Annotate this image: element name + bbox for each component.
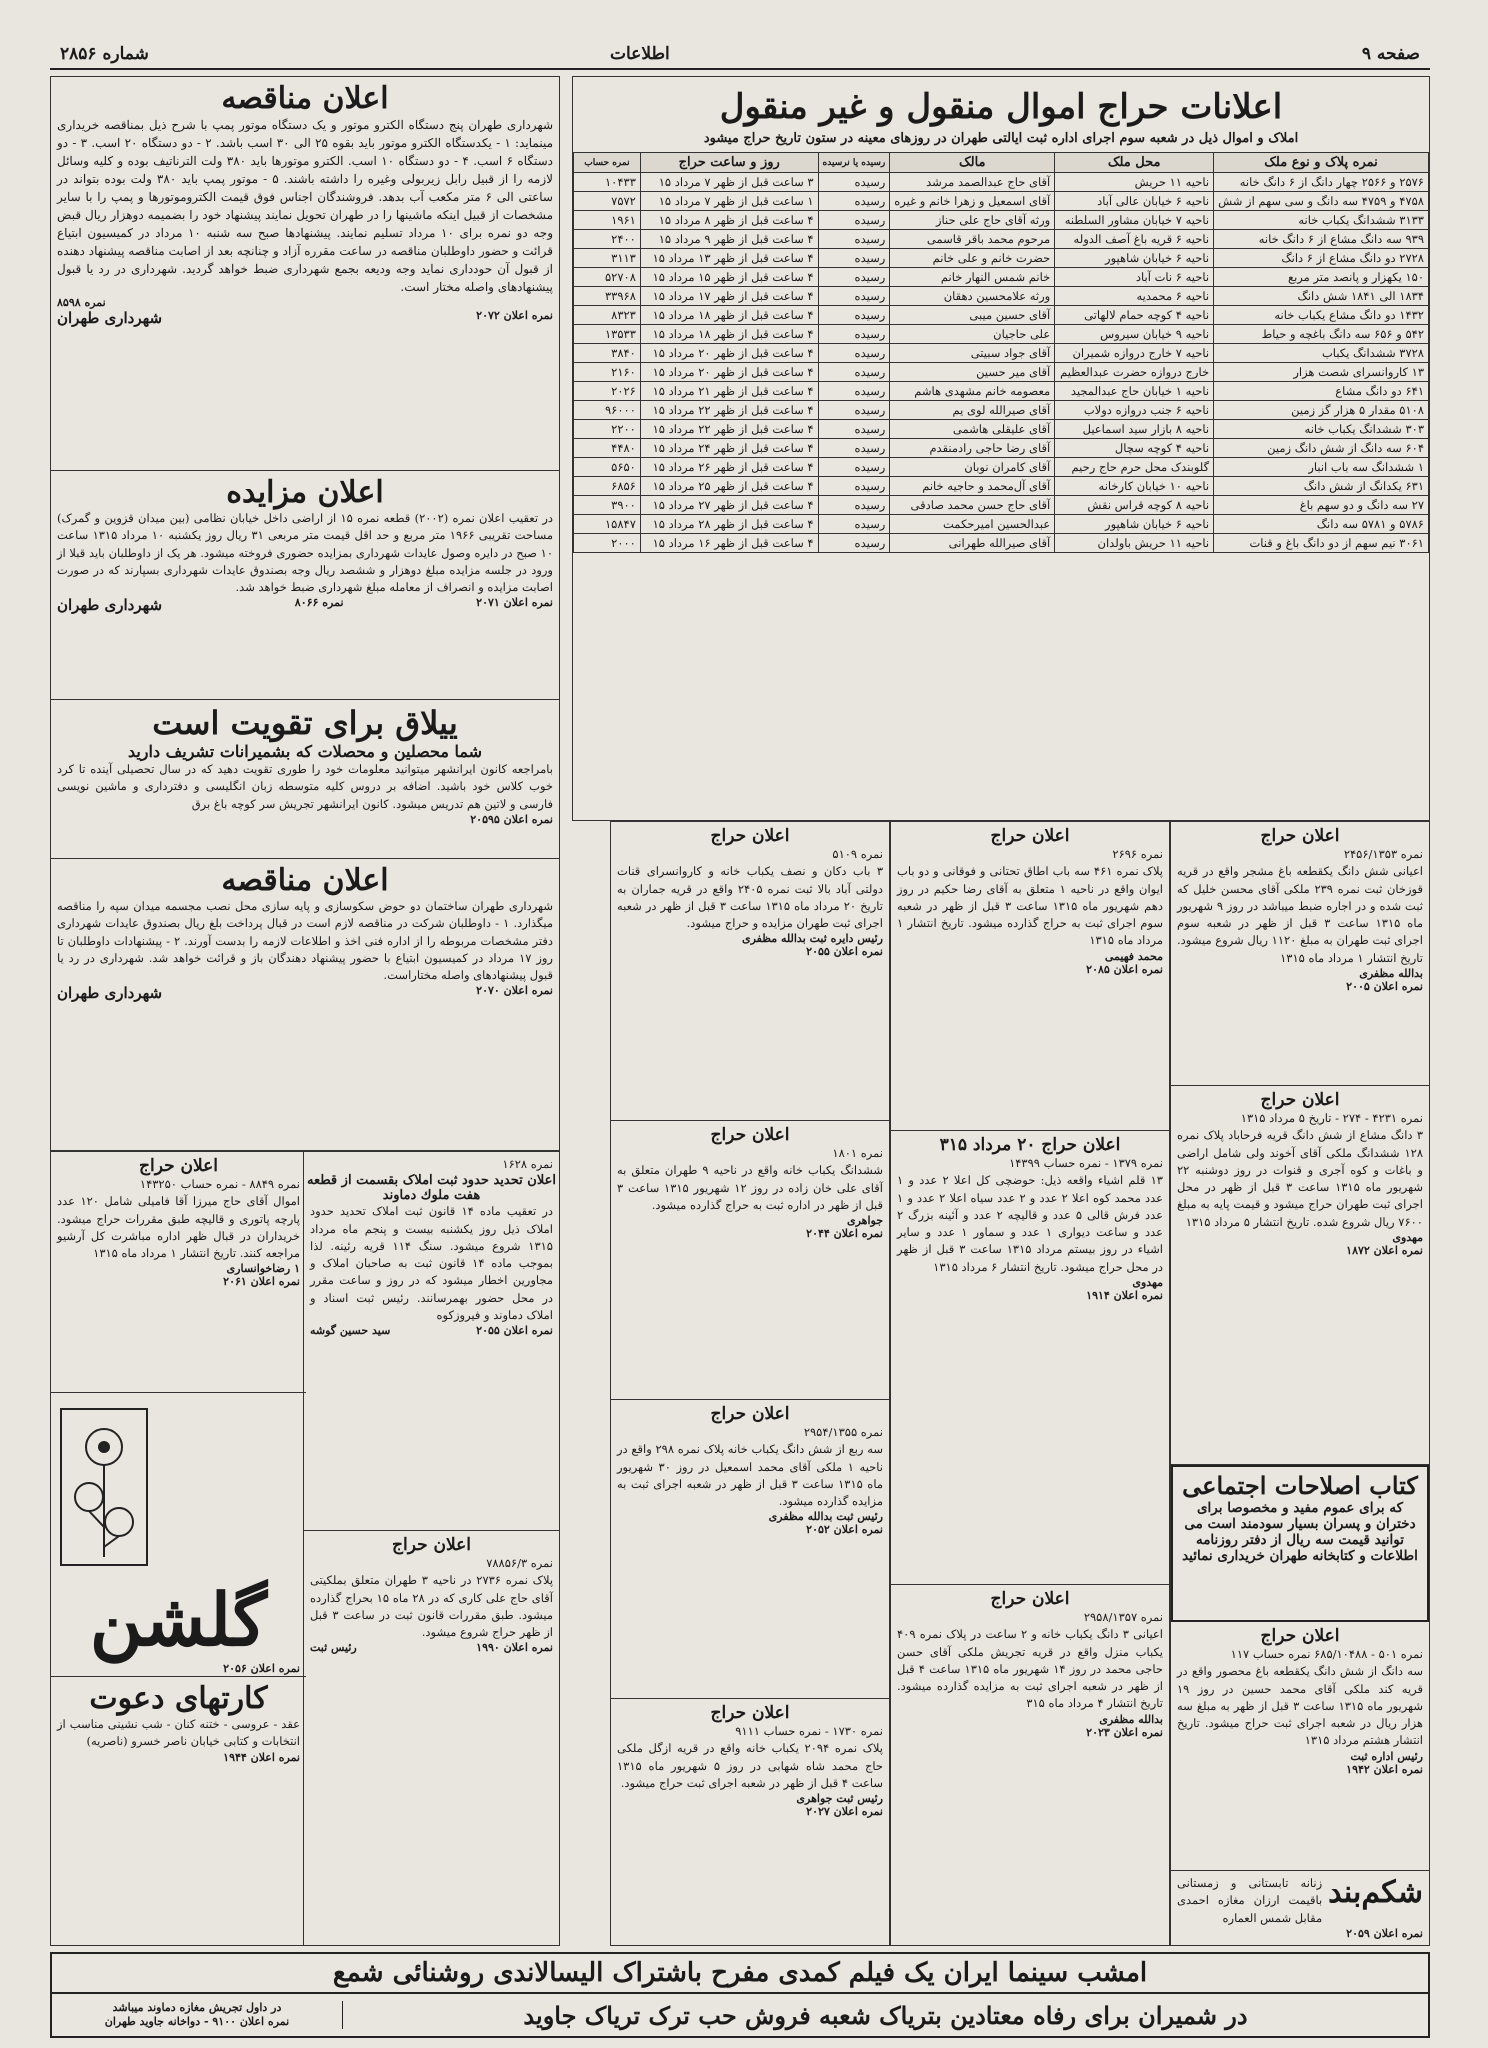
auction-row <box>574 496 1429 515</box>
col4-1-signature: محمد فهیمی <box>1104 949 1163 963</box>
cell-location: ناحیه ۶ قریه باغ آصف الدوله <box>1055 230 1214 249</box>
cell-date: ۳ ساعت قبل از ظهر ۷ مرداد ۱۵ <box>640 173 818 192</box>
col3-4-code: نمره اعلان ۲۰۲۷ <box>806 1805 883 1818</box>
javid-banner-side <box>52 2001 343 2030</box>
tender-notice-1 <box>51 77 559 471</box>
tender-1-signature: شهرداری طهران <box>57 309 163 327</box>
cell-location: ناحیه ۸ کوچه قراس نقش <box>1055 496 1214 515</box>
cell-plate: ۱۳ کاروانسرای شصت هزار <box>1214 363 1429 382</box>
col3-3-head: نمره ۲۹۵۴/۱۳۵۵ <box>803 1425 883 1439</box>
cell-account: ۳۹۰۰ <box>574 496 641 515</box>
col5-notice-2 <box>1171 1086 1429 1465</box>
cell-status: رسیده <box>818 325 890 344</box>
cell-plate: ۳۱۳۳ ششدانگ یکباب خانه <box>1214 211 1429 230</box>
cell-date: ۴ ساعت قبل از ظهر ۲۴ مرداد ۱۵ <box>640 439 818 458</box>
col5-3-title: اعلان حراج <box>1260 1626 1340 1646</box>
cell-account: ۳۸۴۰ <box>574 344 641 363</box>
col3-2-body: ششدانگ یکباب خانه واقع در ناحیه ۹ طهران متعلق به آقای علی خان زاده در روز ۱۲ شهریور ۱۳۱۵ ساعت ۳ قبل از ظهر در اداره ثبت به حراج گذارده میشود. <box>617 1163 883 1212</box>
tender-notice-2 <box>51 859 559 1151</box>
cell-account: ۸۳۲۳ <box>574 306 641 325</box>
auction-row <box>574 439 1429 458</box>
cell-status: رسیده <box>818 382 890 401</box>
harraj-mid-2-head: نمره ۷۸۸۵۶/۳ <box>486 1556 553 1570</box>
shekam-ad <box>1171 1871 1429 1946</box>
book-ad-title: کتاب اصلاحات اجتماعی <box>1182 1471 1418 1500</box>
col-date: روز و ساعت حراج <box>640 153 818 173</box>
tahdid-body: در تعقیب ماده ۱۴ قانون ثبت املاک تحدید حدود املاک ذیل روز یکشنبه بیست و پنجم ماه مرداد ۱۳۱۵ شروع میشود. سنگ ۱۱۴ قریه رئینه. لذا بموجب ماده ۱۴ قانون ثبت به صاحبان املاک و مجاورین اخطار میشود که در روز و ساعت مقرر در محل حضور بهمرسانند. رئیس ثبت اسناد و املاک دماوند و فیروزکوه <box>310 1204 554 1322</box>
mid-notices-col <box>303 1152 559 1946</box>
auction-row <box>574 534 1429 553</box>
auction-table-header <box>574 153 1429 173</box>
harraj-mid-2-footer <box>304 1641 559 1654</box>
cell-owner: آقای صیرالله لوی یم <box>890 401 1055 420</box>
cell-location: ناحیه ۴ کوچه سچال <box>1055 439 1214 458</box>
tender-1-code: نمره اعلان ۲۰۷۲ <box>476 309 553 322</box>
tender-2-title: اعلان مناقصه <box>221 863 389 898</box>
col4-2-head: نمره ۱۳۷۹ - نمره حساب ۱۴۳۹۹ <box>1009 1156 1163 1170</box>
cell-owner: آقای رضا حاجی رادمنقدم <box>890 439 1055 458</box>
col-owner: مالک <box>890 153 1055 173</box>
book-ad-line-1: که برای عموم مفید و مخصوصا برای <box>1196 1500 1404 1516</box>
newspaper-page <box>50 40 1430 2035</box>
yeylagh-code: نمره اعلان ۲۰۵۹۵ <box>470 812 553 826</box>
cell-location: خارج دروازه حضرت عبدالعظیم <box>1055 363 1214 382</box>
cell-account: ۱۹۶۱ <box>574 211 641 230</box>
auction-row <box>574 420 1429 439</box>
auction-notice-mozayede <box>51 471 559 700</box>
col4-2-body: ۱۳ قلم اشیاء واقعه ذیل: حوضچی کل اعلا ۲ عدد و ۱ عدد محمد کوه اعلا ۲ عدد و ۲ عدد سیاه اعلا ۲ عدد و ۱ عدد فرش قالی ۵ عدد و قالیچه ۲ عدد و آئینه بزرگ ۲ عدد و ساعت دیواری ۱ عدد و سماور ۱ عدد و سایر اشیاء در روز بیستم مرداد ۱۳۱۵ ساعت ۳ قبل از ظهر در محل حراج میشود. تاریخ انتشار ۶ مرداد ۱۳۱۵ <box>897 1173 1164 1274</box>
cell-account: ۲۰۲۶ <box>574 382 641 401</box>
harraj-notice-mid-2 <box>304 1531 559 1739</box>
cell-account: ۴۴۸۰ <box>574 439 641 458</box>
auction-row <box>574 344 1429 363</box>
auction-row <box>574 173 1429 192</box>
cell-plate: ۴۷۵۸ و ۴۷۵۹ سه دانگ و سی سهم از شش <box>1214 192 1429 211</box>
col3-2-title: اعلان حراج <box>710 1125 790 1145</box>
col4-1-code: نمره اعلان ۲۰۸۵ <box>1086 962 1163 976</box>
cell-owner: ورثه علامحسین دهقان <box>890 287 1055 306</box>
col5-notices <box>1170 821 1430 1946</box>
harraj-mid-2-title: اعلان حراج <box>392 1535 471 1555</box>
col5-3-code: نمره اعلان ۱۹۴۲ <box>1346 1762 1423 1776</box>
col4-3-title: اعلان حراج <box>990 1589 1070 1609</box>
cell-location: ناحیه ۹ خیابان سیروس <box>1055 325 1214 344</box>
col5-1-head: نمره ۲۴۵۶/۱۳۵۳ <box>1343 847 1423 861</box>
cell-date: ۴ ساعت قبل از ظهر ۱۶ مرداد ۱۵ <box>640 534 818 553</box>
javid-side-text: در داول تجریش مغازه دماوند میباشد <box>112 2000 282 2014</box>
cell-plate: ۲۷ سه دانگ و دو سهم باغ <box>1214 496 1429 515</box>
cell-account: ۲۱۶۰ <box>574 363 641 382</box>
col3-4-signature: رئیس ثبت جواهری <box>796 1792 883 1805</box>
col4-3-head: نمره ۲۹۵۸/۱۳۵۷ <box>1083 1610 1163 1624</box>
lower-left-block <box>50 1151 560 1946</box>
cell-plate: ۳۰۳ ششدانگ یکباب خانه <box>1214 420 1429 439</box>
harraj-mid-2-code: نمره اعلان ۱۹۹۰ <box>476 1641 553 1655</box>
cell-status: رسیده <box>818 268 890 287</box>
col4-1-head: نمره ۲۶۹۶ <box>1112 847 1163 861</box>
auction-row <box>574 306 1429 325</box>
col4-notice-2 <box>891 1131 1169 1585</box>
col-location: محل ملک <box>1055 153 1214 173</box>
col4-notice-1 <box>891 822 1169 1131</box>
cell-owner: آقای حسین میبی <box>890 306 1055 325</box>
col4-2-signature: مهدوی <box>1132 1275 1163 1289</box>
cell-owner: آقای میر حسین <box>890 363 1055 382</box>
cell-owner: آقای جواد سبیتی <box>890 344 1055 363</box>
cell-plate: ۱ ششدانگ سه باب انبار <box>1214 458 1429 477</box>
col5-2-code: نمره اعلان ۱۸۷۲ <box>1346 1243 1423 1257</box>
mozayede-body: در تعقیب اعلان نمره (۲۰۰۲) قطعه نمره ۱۵ از اراضی داخل خیابان نظامی (بین میدان قزوین و گمرک) مساحت تقریبی ۱۹۶۶ متر مربع و حد اقل قیمت متر مربعی ۳۱ ریال روز یکشنبه ۱۰ مرداد ۱۳۱۵ ساعت ۱۰ صبح در دایره وصول عایدات شهرداری بمزایده حضوری فروخته میشود. هر یک از داوطلبان باید قبلا از ورود در جلسه مزایده مبلغ دوهزار و ششصد ریال وجه بصندوق عایدات شهرداری بسپارند که در صورت اصابت مزایده و انصراف از معامله مبلغ شهرداری ضبط خواهد شد. <box>57 511 553 594</box>
auction-row <box>574 363 1429 382</box>
col4-3-code: نمره اعلان ۲۰۲۳ <box>1086 1725 1163 1739</box>
cell-plate: ۶۰۴ سه دانگ از شش دانگ زمین <box>1214 439 1429 458</box>
cell-account: ۱۵۸۴۷ <box>574 515 641 534</box>
col3-3-title: اعلان حراج <box>710 1404 790 1424</box>
col-plate: نمره پلاک و نوع ملک <box>1214 153 1429 173</box>
cell-date: ۴ ساعت قبل از ظهر ۲۲ مرداد ۱۵ <box>640 401 818 420</box>
col3-4-head: نمره ۱۷۳۰ - نمره حساب ۹۱۱۱ <box>735 1724 883 1738</box>
cell-plate: ۵۷۸۶ و ۵۷۸۱ سه دانگ <box>1214 515 1429 534</box>
cell-plate: ۱۵۰ یکهزار و پانصد متر مربع <box>1214 268 1429 287</box>
cell-status: رسیده <box>818 287 890 306</box>
col5-notice-1 <box>1171 822 1429 1086</box>
cell-date: ۴ ساعت قبل از ظهر ۱۵ مرداد ۱۵ <box>640 268 818 287</box>
auction-row <box>574 515 1429 534</box>
cell-date: ۴ ساعت قبل از ظهر ۱۸ مرداد ۱۵ <box>640 306 818 325</box>
cell-date: ۴ ساعت قبل از ظهر ۲۱ مرداد ۱۵ <box>640 382 818 401</box>
cell-location: ناحیه ۶ نات آباد <box>1055 268 1214 287</box>
cell-owner: آقای حاج عبدالصمد مرشد <box>890 173 1055 192</box>
harraj-mid-1-head: نمره ۸۸۴۹ - نمره حساب ۱۴۳۲۵۰ <box>139 1177 300 1191</box>
col4-1-body: پلاک نمره ۴۶۱ سه باب اطاق تحتانی و فوقانی و دو باب ایوان واقع در ناحیه ۱ متعلق به آقای رضا حکیم در روز دهم شهریور ماه ۱۳۱۵ ساعت ۳ قبل از ظهر در شعبه سوم اجرای ثبت به حراج گذارده میشود. تاریخ انتشار ۱ مرداد ماه ۱۳۱۵ <box>897 864 1164 948</box>
golshan-flower-icon <box>59 1407 149 1567</box>
shekam-code: نمره اعلان ۲۰۵۹ <box>1346 1926 1423 1940</box>
cell-location: ناحیه ۱ خیابان حاج عبدالمجید <box>1055 382 1214 401</box>
harraj-mid-2-signature: رئیس ثبت <box>310 1641 357 1655</box>
cell-owner: علی حاجیان <box>890 325 1055 344</box>
cell-owner: آقای کامران نوبان <box>890 458 1055 477</box>
col4-1-title: اعلان حراج <box>990 826 1070 846</box>
col3-notice-2 <box>611 1121 889 1400</box>
cell-date: ۴ ساعت قبل از ظهر ۲۲ مرداد ۱۵ <box>640 420 818 439</box>
cards-title: کارتهای دعوت <box>89 1681 268 1716</box>
issue-number: شماره ۲۸۵۶ <box>60 44 149 64</box>
auction-row <box>574 249 1429 268</box>
tahdid-code: نمره اعلان ۲۰۵۵ <box>476 1324 553 1337</box>
cell-owner: آقای آل‌محمد و حاجیه خانم <box>890 477 1055 496</box>
auction-row <box>574 211 1429 230</box>
tender-2-signature: شهرداری طهران <box>57 984 163 1003</box>
cell-location: ناحیه ۶ محمدیه <box>1055 287 1214 306</box>
cell-location: ناحیه ۶ خیابان شاهپور <box>1055 249 1214 268</box>
javid-side-code: نمره اعلان ۹۱۰۰ - دواخانه جاوید طهران <box>104 2015 290 2028</box>
cell-date: ۱ ساعت قبل از ظهر ۷ مرداد ۱۵ <box>640 192 818 211</box>
col3-1-body: ۳ باب دکان و نصف یکباب خانه و کاروانسرای قنات دولتی آباد بالا ثبت نمره ۲۴۰۵ واقع در قریه جماران به تاریخ ۲۰ مرداد ماه ۱۳۱۵ ساعت ۳ قبل از ظهر در شعبه اجرای ثبت طهران مزایده و حراج میشود. <box>617 864 883 930</box>
cell-owner: آقای اسمعیل و زهرا خانم و غیره <box>890 192 1055 211</box>
cell-date: ۴ ساعت قبل از ظهر ۱۸ مرداد ۱۵ <box>640 325 818 344</box>
auction-table-body <box>574 173 1429 553</box>
cell-account: ۷۵۷۲ <box>574 192 641 211</box>
cell-status: رسیده <box>818 192 890 211</box>
cards-text: عقد - عروسی - ختنه کنان - شب نشینی مناسب از انتخابات و کتابی خیابان ناصر خسرو (ناصریه) <box>57 1717 300 1749</box>
cell-date: ۴ ساعت قبل از ظهر ۲۰ مرداد ۱۵ <box>640 344 818 363</box>
cell-status: رسیده <box>818 496 890 515</box>
cell-owner: معصومه خانم مشهدی هاشم <box>890 382 1055 401</box>
golshan-ad <box>51 1393 306 1677</box>
page-number: صفحه ۹ <box>1361 44 1420 64</box>
cell-status: رسیده <box>818 477 890 496</box>
cell-plate: ۳۰۶۱ نیم سهم از دو دانگ باغ و قنات <box>1214 534 1429 553</box>
tahdid-signature: سید حسین گوشه <box>310 1324 391 1337</box>
paper-name: اطلاعات <box>610 44 670 64</box>
golshan-title: گلشن <box>89 1577 268 1662</box>
cell-status: رسیده <box>818 363 890 382</box>
tahdid-head: نمره ۱۶۲۸ <box>502 1157 553 1171</box>
col5-2-title: اعلان حراج <box>1260 1090 1340 1110</box>
cell-location: ناحیه ۷ خیابان مشاور السلطنه <box>1055 211 1214 230</box>
tender-2-body: شهرداری طهران ساختمان دو حوض سکوسازی و پایه سازی محل نصب مجسمه میدان سپه را مناقصه میگذارد. ۱ - داوطلبان شرکت در مناقصه لازم است در قبال پرداخت بلغ ریال بصندوق عایدات شهرداری دفتر مشخصات مربوطه را از اداره فنی اخذ و اطلاعات لازمه را بدست آورند. ۲ - پیشنهادات داوطلبان تا روز ۱۷ مرداد در کمیسیون ابتیاع با حضور پیشنهاد دهندگان باز و قرائت خواهد شد. شهرداری در رد یا قبول پیشنهادهای واصله مختاراست. <box>57 899 554 982</box>
col5-3-body: سه دانگ از شش دانگ یکقطعه باغ محصور واقع در قریه کند ملکی آقای محمد حسین در روز ۱۹ شهریور ماه ۱۳۱۵ ساعت ۳ قبل از ظهر به مبلغ سه هزار ریال در شعبه اجرای ثبت حراج میشود. تاریخ انتشار هشتم مرداد ۱۳۱۵ <box>1177 1664 1423 1748</box>
auction-row <box>574 192 1429 211</box>
tahdid-notice <box>304 1152 559 1531</box>
cell-owner: خانم شمس النهار خانم <box>890 268 1055 287</box>
mozayede-code: نمره اعلان ۲۰۷۱ <box>476 596 553 610</box>
col5-2-head: نمره ۴۲۳۱ - ۲۷۴ - تاریخ ۵ مرداد ۱۳۱۵ <box>1240 1111 1423 1125</box>
tahdid-title: اعلان تحدید حدود ثبت املاک بقسمت از قطعه هفت ملوك دماوند <box>307 1173 556 1204</box>
cell-location: ناحیه ۷ خارج دروازه شمیران <box>1055 344 1214 363</box>
cell-plate: ۶۳۱ یکدانگ از شش دانگ <box>1214 477 1429 496</box>
cell-plate: ۱۴۳۲ دو دانگ مشاع یکباب خانه <box>1214 306 1429 325</box>
book-ad <box>1171 1465 1429 1622</box>
auction-row <box>574 268 1429 287</box>
cell-account: ۳۱۱۳ <box>574 249 641 268</box>
cell-status: رسیده <box>818 420 890 439</box>
cell-plate: ۵۱۰۸ مقدار ۵ هزار گز زمین <box>1214 401 1429 420</box>
cell-status: رسیده <box>818 230 890 249</box>
yeylagh-title: ییلاق برای تقویت است <box>152 704 458 742</box>
col5-3-head: نمره ۵۰۱ - ۶۸۵/۱۰۴۸۸ نمره حساب ۱۱۷ <box>1230 1647 1423 1661</box>
cards-code: نمره اعلان ۱۹۴۴ <box>223 1750 300 1764</box>
col5-2-body: ۳ دانگ مشاع از شش دانگ قریه فرحاباد پلاک نمره ۱۲۸ ششدانگ ملکی آقای آخوند ولی شامل اراضی و باغات و کوه آجری و قنوات در روز دوشنبه ۲۲ شهریور ماه ۱۳۱۵ ساعت ۳ قبل از ظهر در محل اجرای ثبت طهران حراج میشود و قیمت پایه به مبلغ ۷۶۰۰ ریال شروع شده. تاریخ انتشار ۵ مرداد ۱۳۱۵ <box>1177 1128 1424 1229</box>
cell-account: ۲۲۰۰ <box>574 420 641 439</box>
left-ads-col <box>51 1152 306 1946</box>
cell-date: ۴ ساعت قبل از ظهر ۱۷ مرداد ۱۵ <box>640 287 818 306</box>
cell-location: ناحیه ۶ خیابان شاهپور <box>1055 515 1214 534</box>
running-head <box>50 40 1430 70</box>
col3-2-signature: جواهری <box>846 1214 883 1227</box>
shekam-text: زنانه تابستانی و زمستانی باقیمت ارزان مغازه احمدی مقابل شمس العماره <box>1177 1876 1323 1925</box>
mozayede-signature: شهرداری طهران <box>57 596 163 615</box>
col4-3-signature: بدالله مظفری <box>1099 1712 1163 1726</box>
cell-status: رسیده <box>818 401 890 420</box>
col4-notice-3 <box>891 1585 1169 1946</box>
col-status: رسیده یا نرسیده <box>818 153 890 173</box>
cell-owner: حضرت خانم و علی خانم <box>890 249 1055 268</box>
col-account: نمره حساب <box>574 153 641 173</box>
left-column <box>50 76 560 1151</box>
cell-location: ناحیه ۱۱ حریش باولدان <box>1055 534 1214 553</box>
col3-4-title: اعلان حراج <box>710 1703 790 1723</box>
auction-row <box>574 382 1429 401</box>
auction-subtitle: املاک و اموال ذیل در شعبه سوم اجرای اداره ثبت ایالتی طهران در روزهای معینه در ستون تاریخ حراج میشود <box>703 131 1299 146</box>
cell-plate: ۶۴۱ دو دانگ مشاع <box>1214 382 1429 401</box>
shekam-title: شکم‌بند <box>1328 1875 1423 1910</box>
auction-row <box>574 230 1429 249</box>
cell-account: ۹۶۰۰۰ <box>574 401 641 420</box>
cell-owner: آقای علیقلی هاشمی <box>890 420 1055 439</box>
col4-2-title: اعلان حراج ۲۰ مرداد ۳۱۵ <box>939 1135 1121 1155</box>
cell-plate: ۱۸۳۴ الی ۱۸۴۱ شش دانگ <box>1214 287 1429 306</box>
col3-notices <box>610 821 890 1946</box>
tender-2-code: نمره اعلان ۲۰۷۰ <box>476 984 553 998</box>
cell-status: رسیده <box>818 458 890 477</box>
col5-1-signature: بدالله مظفری <box>1359 966 1423 980</box>
cell-status: رسیده <box>818 173 890 192</box>
col4-3-body: اعیانی ۳ دانگ یکباب خانه و ۲ ساعت در پلاک نمره ۴۰۹ یکباب منزل واقع در قریه تجریش ملکی آقای حسن حاجی محمد در روز ۱۴ شهریور ماه ۱۳۱۵ ساعت ۴ قبل از ظهر در شعبه اجرای ثبت به مزایده گذارده میشود. تاریخ انتشار ۴ مرداد ماه ۳۱۵ <box>897 1627 1163 1711</box>
tender-1-body: شهرداری طهران پنج دستگاه الکترو موتور و یک دستگاه موتور پمپ با شرح ذیل بمناقصه خریداری مینماید: ۱ - یکدستگاه الکترو موتور باید بقوه ۲۵ الی ۳۰ اسب باشد. ۲ - دو دستگاه ۲۰ اسب. ۳ - دو دستگاه ۶ اسب. ۴ - دو دستگاه ۱۰ اسب. الکترو موتورها باید ۳۸۰ ولت الترناتیف بوده و کلیه وسائل لازمه را از قبیل رابل زیربولی وغیره را داشته باشند. ۵ - موتور پمپ باید ۳۸۰ ولت بوده بتواند در ساعتی الی ۶ متر مکعب آب بدهد. فروشندگان اجناس فوق قیمت الکتروموتورها و پمپ را با سایر مشخصات از قبیل اینکه ماشینها را در طهران تحویل نمایند پیشنهاد خود را بضمیمه دوهزار ریال قبض وجه دو نمره برای ۱۰ مرداد تسلیم نمایند. پیشنهادها صبح سه شنبه ۱۰ مرداد در کمیسیون ابتیاع قرائت و حضور داوطلبان مناقصه در ساعت مقرره آزاد و چنانچه بعد از اصابت مناقصه پیشنهاد دهنده از قبول آن حودداری نماید وجه ودیعه بجمع شهرداری ضبط خواهد گردید. شهرداری در رد یا قبول پیشنهادهای واصله مختار است. <box>57 118 554 294</box>
tahdid-footer <box>304 1324 559 1337</box>
col3-4-body: پلاک نمره ۲۰۹۴ یکباب خانه واقع در قریه ازگل ملکی حاج محمد شاه شهابی در روز ۵ شهریور ماه ۱۳۱۵ ساعت ۴ قبل از ظهر در شعبه اجرای ثبت حراج میشود. <box>617 1741 883 1790</box>
cell-status: رسیده <box>818 439 890 458</box>
col5-notice-3 <box>1171 1622 1429 1871</box>
col3-3-body: سه ربع از شش دانگ یکباب خانه پلاک نمره ۲۹۸ واقع در ناحیه ۱ ملکی آقای محمد اسمعیل در روز ۳۰ شهریور ماه ۱۳۱۵ ساعت ۳ قبل از ظهر در شعبه اجرای ثبت به مزایده گذارده میشود. <box>617 1442 884 1508</box>
book-ad-line-2: دختران و پسران بسیار سودمند است می <box>1184 1516 1416 1532</box>
cell-date: ۴ ساعت قبل از ظهر ۱۳ مرداد ۱۵ <box>640 249 818 268</box>
cell-status: رسیده <box>818 249 890 268</box>
cell-owner: آقای حاج حسن محمد صادقی <box>890 496 1055 515</box>
cell-account: ۳۳۹۶۸ <box>574 287 641 306</box>
cell-account: ۵۲۷۰۸ <box>574 268 641 287</box>
auction-row <box>574 458 1429 477</box>
cell-status: رسیده <box>818 344 890 363</box>
cell-status: رسیده <box>818 306 890 325</box>
auction-row <box>574 325 1429 344</box>
col3-1-head: نمره ۵۱۰۹ <box>832 847 883 861</box>
cell-owner: آقای صیرالله طهرانی <box>890 534 1055 553</box>
col3-2-head: نمره ۱۸۰۱ <box>832 1146 883 1160</box>
cell-account: ۵۶۵۰ <box>574 458 641 477</box>
cell-status: رسیده <box>818 534 890 553</box>
cell-plate: ۲۷۲۸ دو دانگ مشاع از ۶ دانگ <box>1214 249 1429 268</box>
cell-account: ۶۸۵۶ <box>574 477 641 496</box>
golshan-code: نمره اعلان ۲۰۵۶ <box>223 1662 300 1675</box>
cell-owner: ورثه آقای حاج علی حناز <box>890 211 1055 230</box>
col5-2-signature: مهدوی <box>1392 1230 1423 1244</box>
col4-2-code: نمره اعلان ۱۹۱۴ <box>1086 1288 1163 1302</box>
auction-table <box>573 152 1429 553</box>
cell-location: ناحیه ۱۰ خیابان کارخانه <box>1055 477 1214 496</box>
auction-row <box>574 477 1429 496</box>
cell-plate: ۳۷۲۸ ششدانگ یکباب <box>1214 344 1429 363</box>
cell-owner: مرحوم محمد باقر قاسمی <box>890 230 1055 249</box>
javid-banner-main: در شمیران برای رفاه معتادین بتریاک شعبه فروش حب ترک تریاک جاوید <box>523 2000 1248 2030</box>
cell-date: ۴ ساعت قبل از ظهر ۲۰ مرداد ۱۵ <box>640 363 818 382</box>
cell-plate: ۲۵۷۶ و ۲۵۶۶ چهار دانگ از ۶ دانگ خانه <box>1214 173 1429 192</box>
cell-status: رسیده <box>818 211 890 230</box>
cell-location: ناحیه ۱۱ حریش <box>1055 173 1214 192</box>
col5-1-body: اعیانی شش دانگ یکقطعه باغ مشجر واقع در قریه قوزخان ثبت نمره ۲۳۹ ملکی آقای محسن خلیل که ثبت شده و در اجاره ضبط میباشد در روز ۹ شهریور ماه ۱۳۱۵ ساعت ۳ قبل از ظهر در شعبه سوم اجرای ثبت طهران به مبلغ ۱۱۲۰ ریال شروع میشود. تاریخ انتشار ۱ مرداد ماه ۱۳۱۵ <box>1177 864 1423 965</box>
cell-date: ۴ ساعت قبل از ظهر ۸ مرداد ۱۵ <box>640 211 818 230</box>
yeylagh-subtitle: شما محصلین و محصلات که بشمیرانات تشریف دارید <box>127 742 483 761</box>
cell-location: ناحیه ۴ کوچه حمام لالهاتی <box>1055 306 1214 325</box>
mozayede-title: اعلان مزایده <box>226 475 384 510</box>
auction-row <box>574 401 1429 420</box>
col3-notice-3 <box>611 1400 889 1699</box>
col5-3-signature: رئیس اداره ثبت <box>1350 1749 1423 1763</box>
cell-status: رسیده <box>818 515 890 534</box>
auction-title: اعلانات حراج اموال منقول و غیر منقول <box>719 87 1283 127</box>
col4-notices <box>890 821 1170 1946</box>
cell-account: ۲۴۰۰ <box>574 230 641 249</box>
auction-row <box>574 287 1429 306</box>
cell-owner: عبدالحسین امیرحکمت <box>890 515 1055 534</box>
cards-ad <box>51 1677 306 1795</box>
cell-account: ۲۰۰۰ <box>574 534 641 553</box>
tender-2-footer <box>51 984 559 1002</box>
cell-location: ناحیه ۸ بازار سید اسماعیل <box>1055 420 1214 439</box>
cell-plate: ۹۳۹ سه دانگ مشاع از ۶ دانگ خانه <box>1214 230 1429 249</box>
yeylagh-body: بامراجعه کانون ایرانشهر میتوانید معلومات خود را طوری تقویت دهید که در سال تحصیلی آینده تا کرد خوب کلاس خود باشید. اضافه بر دروس کلیه متوسطه زبان انگلیسی و دفترداری و ماشین نویسی فارسی و لاتین هم تدریس میشود. کانون ایرانشهر تجریش سر کوچه باغ برق <box>57 762 553 811</box>
mozayede-footer <box>51 596 559 614</box>
col3-notice-4 <box>611 1699 889 1946</box>
cell-location: ناحیه ۶ خیابان عالی آباد <box>1055 192 1214 211</box>
cinema-banner: امشب سینما ایران یک فیلم کمدی مفرح باشتراک الیسالاندی روشنائی شمع <box>50 1952 1430 1994</box>
cell-date: ۴ ساعت قبل از ظهر ۲۷ مرداد ۱۵ <box>640 496 818 515</box>
cell-date: ۴ ساعت قبل از ظهر ۲۵ مرداد ۱۵ <box>640 477 818 496</box>
harraj-mid-1-code: نمره اعلان ۲۰۶۱ <box>223 1275 300 1289</box>
tender-1-number: نمره ۸۵۹۸ <box>57 296 106 309</box>
cell-plate: ۵۴۲ و ۶۵۶ سه دانگ باغچه و حیاط <box>1214 325 1429 344</box>
col3-1-title: اعلان حراج <box>710 826 790 846</box>
cell-date: ۴ ساعت قبل از ظهر ۹ مرداد ۱۵ <box>640 230 818 249</box>
harraj-mid-2-body: پلاک نمره ۲۷۳۶ در ناحیه ۳ طهران متعلق بملکیتی آقای حاج علی کاری که در ۲۸ ماه ۱۵ بحراج گذارده میشود. طبق مقررات قانون ثبت در ساعت ۳ قبل از ظهر حراج شروع میشود. <box>310 1573 554 1639</box>
tender-1-title: اعلان مناقصه <box>221 81 389 116</box>
mozayede-number: نمره ۸۰۶۶ <box>294 596 344 610</box>
javid-banner <box>50 1992 1430 2038</box>
tender-1-footer <box>51 309 559 327</box>
book-ad-line-3: توانید قیمت سه ریال از دفتر روزنامه <box>1195 1532 1405 1548</box>
col3-notice-1 <box>611 822 889 1121</box>
col3-2-code: نمره اعلان ۲۰۴۴ <box>806 1227 883 1240</box>
cell-date: ۴ ساعت قبل از ظهر ۲۶ مرداد ۱۵ <box>640 458 818 477</box>
col3-1-signature: رئیس دایره ثبت بدالله مظفری <box>741 932 883 946</box>
harraj-notice-mid-1 <box>51 1152 306 1393</box>
harraj-mid-1-signature: ۱ رضاخوانساری <box>226 1262 300 1276</box>
harraj-mid-1-title: اعلان حراج <box>139 1156 218 1176</box>
auction-section <box>572 76 1430 821</box>
cell-location: ناحیه ۶ جنب دروازه دولاب <box>1055 401 1214 420</box>
col5-1-title: اعلان حراج <box>1260 826 1340 846</box>
harraj-mid-1-body: اموال آقای حاج میرزا آقا فامیلی شامل ۱۲۰ عدد پارچه پاتوری و قالیچه طبق مقررات حراج میشود. خریداران در قبال ظهر اداره مباشرت کل آرشیو مراجعه کنند. تاریخ انتشار ۱ مرداد ماه ۱۳۱۵ <box>57 1194 300 1260</box>
col3-3-signature: رئیس ثبت بدالله مظفری <box>768 1510 883 1524</box>
cell-account: ۱۰۴۳۳ <box>574 173 641 192</box>
col5-1-code: نمره اعلان ۲۰۰۵ <box>1346 979 1423 993</box>
cell-location: گلوبندک محل حرم حاج رحیم <box>1055 458 1214 477</box>
cell-date: ۴ ساعت قبل از ظهر ۲۸ مرداد ۱۵ <box>640 515 818 534</box>
col3-3-code: نمره اعلان ۲۰۵۲ <box>806 1523 883 1537</box>
cell-account: ۱۳۵۳۳ <box>574 325 641 344</box>
book-ad-line-4: اطلاعات و کتابخانه طهران خریداری نمائید <box>1182 1548 1418 1564</box>
yeylagh-ad <box>51 700 559 859</box>
col3-1-code: نمره اعلان ۲۰۵۵ <box>806 945 883 959</box>
